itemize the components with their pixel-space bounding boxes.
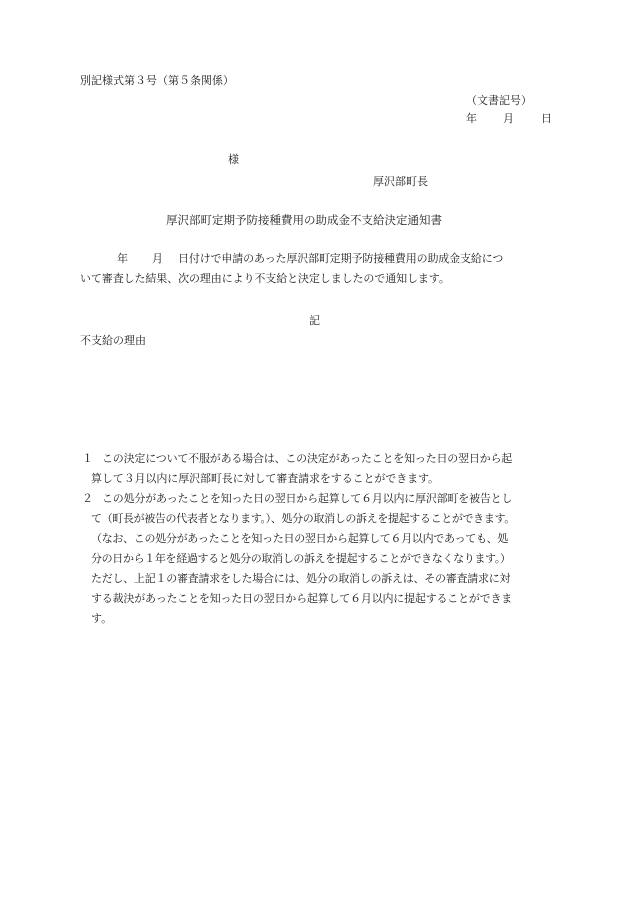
note-2-line-6: する裁決があったことを知った日の翌日から起算して６月以内に提起することができま xyxy=(91,592,513,605)
body-line-1: 日付けで申請のあった厚沢部町定期予防接種費用の助成金支給につ xyxy=(178,252,504,265)
date-day-label: 日 xyxy=(541,112,552,125)
reason-label: 不支給の理由 xyxy=(80,334,146,347)
note-2-line-1: この処分があったことを知った日の翌日から起算して６月以内に厚沢部町を被告とし xyxy=(102,492,513,505)
note-1-line-2: 算して３月以内に厚沢部町長に対して審査請求をすることができます。 xyxy=(91,472,439,485)
body-line-2: いて審査した結果、次の理由により不支給と決定しましたので通知します。 xyxy=(80,272,450,285)
note-2-line-2: て（町長が被告の代表者となります。）、処分の取消しの訴えを提起することができます。 xyxy=(91,512,515,525)
document-number-label: （文書記号） xyxy=(466,94,532,107)
form-label: 別記様式第３号（第５条関係） xyxy=(80,74,234,87)
date-month-label: 月 xyxy=(503,112,514,125)
addressee-honorific: 様 xyxy=(228,153,239,166)
body-year-label: 年 xyxy=(117,252,128,265)
note-1-number: １ xyxy=(82,452,93,465)
note-2-line-4: 分の日から１年を経過すると処分の取消しの訴えを提起することができなくなります。） xyxy=(91,552,511,565)
note-2-line-3: （なお、この処分があったことを知った日の翌日から起算して６月以内であっても、処 xyxy=(91,532,509,545)
note-2-number: ２ xyxy=(82,492,93,505)
sender-name: 厚沢部町長 xyxy=(373,175,428,188)
date-year-label: 年 xyxy=(466,112,477,125)
note-1-line-1: この決定について不服がある場合は、この決定があったことを知った日の翌日から起 xyxy=(102,452,513,465)
note-2-line-7: す。 xyxy=(91,612,113,625)
document-title: 厚沢部町定期予防接種費用の助成金不支給決定通知書 xyxy=(166,213,442,227)
body-month-label: 月 xyxy=(152,252,163,265)
ki-heading: 記 xyxy=(309,314,320,327)
note-2-line-5: ただし、上記１の審査請求をした場合には、処分の取消しの訴えは、その審査請求に対 xyxy=(91,572,511,585)
